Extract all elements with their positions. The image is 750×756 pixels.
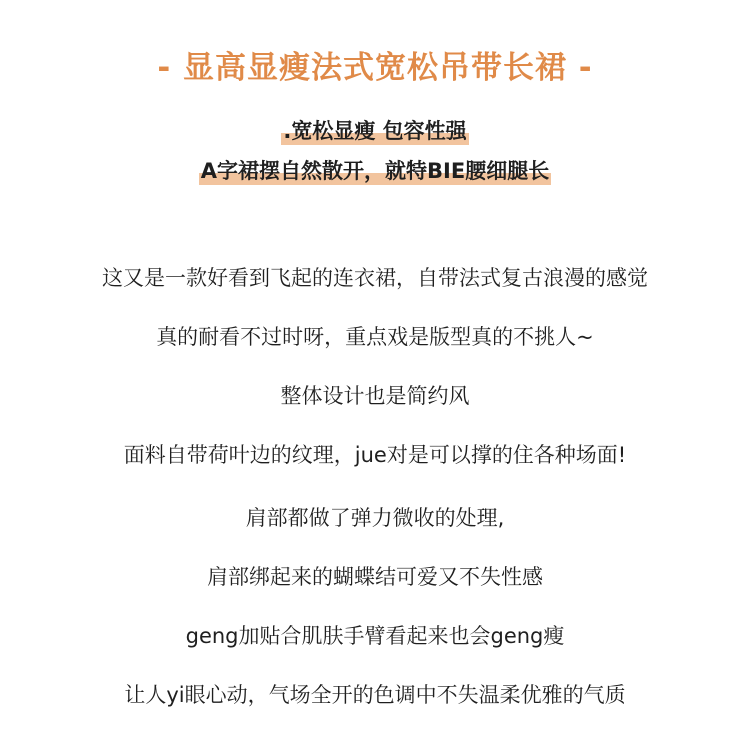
- highlight-row-2: [0, 157, 750, 185]
- highlight-line-1: .宽松显瘦 包容性强: [283, 119, 467, 143]
- page-title: - 显高显瘦法式宽松吊带长裙 -: [157, 50, 593, 86]
- body-line-7: geng加贴合肌肤手臂看起来也会geng瘦: [185, 624, 565, 648]
- body-line-8: 让人yi眼心动，气场全开的色调中不失温柔优雅的气质: [124, 683, 626, 707]
- highlight-line-2: A字裙摆自然散开，就特BIE腰细腿长: [200, 159, 550, 183]
- body-line-3: 整体设计也是简约风: [280, 384, 470, 408]
- body-line-1: 这又是一款好看到飞起的连衣裙，自带法式复古浪漫的感觉: [102, 266, 648, 290]
- body-line-4: 面料自带荷叶边的纹理，jue对是可以撑的住各种场面!: [123, 443, 627, 467]
- body-line-6: 肩部绑起来的蝴蝶结可爱又不失性感: [207, 565, 543, 589]
- body-line-5: 肩部都做了弹力微收的处理,: [245, 506, 505, 530]
- highlight-row-1: [0, 117, 750, 145]
- body-line-2: 真的耐看不过时呀，重点戏是版型真的不挑人~: [156, 325, 594, 349]
